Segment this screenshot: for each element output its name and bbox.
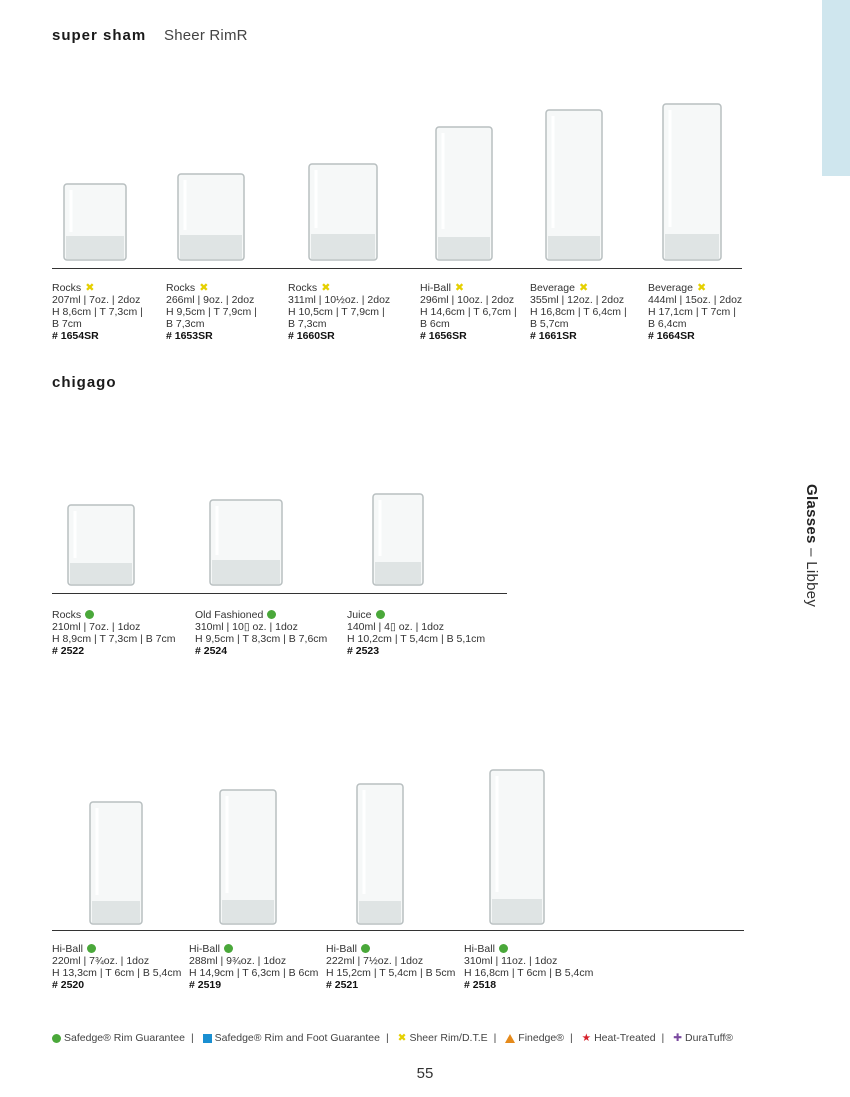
product-code: # 2519 (189, 979, 222, 991)
finedge-icon (505, 1034, 515, 1043)
glass-image-1654SR (62, 182, 128, 262)
product-2521: Hi-Ball 222ml | 7½oz. | 1doz H 15,2cm | T 5,4cm | B 5cm # 2521 (326, 943, 456, 991)
product-code: # 2523 (347, 645, 380, 657)
product-1661SR: Beverage ✖ 355ml | 12oz. | 2doz H 16,8cm | T 6,4cm | B 5,7cm # 1661SR (530, 282, 627, 342)
shelf-line (52, 268, 742, 269)
glass-image-1661SR (544, 108, 604, 262)
page-number: 55 (416, 1065, 434, 1082)
heat-treated-icon: ★ (581, 1032, 592, 1045)
legend-item: ✖ Sheer Rim/D.T.E (397, 1032, 488, 1045)
glass-image-2519 (218, 788, 278, 926)
side-tab-label: Glasses – Libbey (803, 484, 820, 608)
legend-item: Finedge® (505, 1032, 564, 1044)
safedge-icon (85, 610, 94, 619)
sheer-rim-icon: ✖ (397, 1032, 407, 1045)
glass-image-2520 (88, 800, 144, 926)
product-2524: Old Fashioned 310ml | 10▯ oz. | 1doz H 9,5cm | T 8,3cm | B 7,6cm # 2524 (195, 609, 328, 657)
product-1653SR: Rocks ✖ 266ml | 9oz. | 2doz H 9,5cm | T 7,9cm | B 7,3cm # 1653SR (166, 282, 257, 342)
glass-image-1656SR (434, 125, 494, 262)
product-code: # 1656SR (420, 330, 467, 342)
sheer-rim-icon: ✖ (85, 282, 95, 295)
glass-image-2521 (355, 782, 405, 926)
product-1660SR: Rocks ✖ 311ml | 10½oz. | 2doz H 10,5cm | T 7,9cm | B 7,3cm # 1660SR (288, 282, 391, 342)
glass-image-2522 (66, 503, 136, 587)
product-1654SR: Rocks ✖ 207ml | 7oz. | 2doz H 8,6cm | T 7,3cm | B 7cm # 1654SR (52, 282, 143, 342)
sheer-rim-icon: ✖ (321, 282, 331, 295)
product-code: # 2518 (464, 979, 497, 991)
product-1664SR: Beverage ✖ 444ml | 15oz. | 2doz H 17,1cm | T 7cm | B 6,4cm # 1664SR (648, 282, 743, 342)
product-code: # 1660SR (288, 330, 335, 342)
product-code: # 1661SR (530, 330, 577, 342)
sheer-rim-icon: ✖ (199, 282, 209, 295)
legend: Safedge® Rim Guarantee | Safedge® Rim and Foot Guarantee | ✖ Sheer Rim/D.T.E | Finedge® | ★ Heat-Treated | ✚ DuraTuff® (52, 1032, 733, 1044)
safedge-rim-foot-icon (203, 1034, 212, 1043)
product-2520: Hi-Ball 220ml | 7¾oz. | 1doz H 13,3cm | T 6cm | B 5,4cm # 2520 (52, 943, 182, 991)
section-subtitle: Sheer RimR (164, 27, 248, 44)
product-2519: Hi-Ball 288ml | 9¾oz. | 1doz H 14,9cm | T 6,3cm | B 6cm # 2519 (189, 943, 319, 991)
glass-image-2518 (488, 768, 546, 926)
product-1656SR: Hi-Ball ✖ 296ml | 10oz. | 2doz H 14,6cm | T 6,7cm | B 6cm # 1656SR (420, 282, 517, 342)
glass-image-2523 (371, 492, 425, 587)
product-code: # 1664SR (648, 330, 695, 342)
product-code: # 2520 (52, 979, 85, 991)
product-2523: Juice 140ml | 4▯ oz. | 1doz H 10,2cm | T 5,4cm | B 5,1cm # 2523 (347, 609, 486, 657)
legend-item: Safedge® Rim and Foot Guarantee (203, 1032, 380, 1044)
safedge-rim-icon (52, 1034, 61, 1043)
safedge-icon (87, 944, 96, 953)
shelf-line (52, 593, 507, 594)
sheer-rim-icon: ✖ (578, 282, 589, 295)
product-code: # 1654SR (52, 330, 99, 342)
product-code: # 2522 (52, 645, 85, 657)
glass-image-1653SR (176, 172, 246, 262)
glass-image-1660SR (307, 162, 379, 262)
safedge-icon (224, 944, 233, 953)
sheer-rim-icon: ✖ (454, 282, 465, 295)
legend-item: Safedge® Rim Guarantee (52, 1032, 185, 1044)
section-tab (822, 0, 850, 176)
product-code: # 1653SR (166, 330, 213, 342)
duratuff-icon: ✚ (673, 1032, 683, 1045)
product-2522: Rocks 210ml | 7oz. | 1doz H 8,9cm | T 7,3cm | B 7cm # 2522 (52, 609, 176, 657)
safedge-icon (376, 610, 385, 619)
sheer-rim-icon: ✖ (696, 282, 707, 295)
legend-item: ★ Heat-Treated (581, 1032, 656, 1045)
glass-image-1664SR (661, 102, 723, 262)
product-2518: Hi-Ball 310ml | 11oz. | 1doz H 16,8cm | T 6cm | B 5,4cm # 2518 (464, 943, 594, 991)
product-code: # 2524 (195, 645, 228, 657)
section-title-chigago: chigago (52, 374, 117, 391)
safedge-icon (267, 610, 276, 619)
product-code: # 2521 (326, 979, 359, 991)
safedge-icon (361, 944, 370, 953)
glass-image-2524 (208, 498, 284, 587)
section-title-super-sham: super sham (52, 27, 147, 44)
legend-item: ✚ DuraTuff® (673, 1032, 734, 1045)
safedge-icon (499, 944, 508, 953)
shelf-line (52, 930, 744, 931)
